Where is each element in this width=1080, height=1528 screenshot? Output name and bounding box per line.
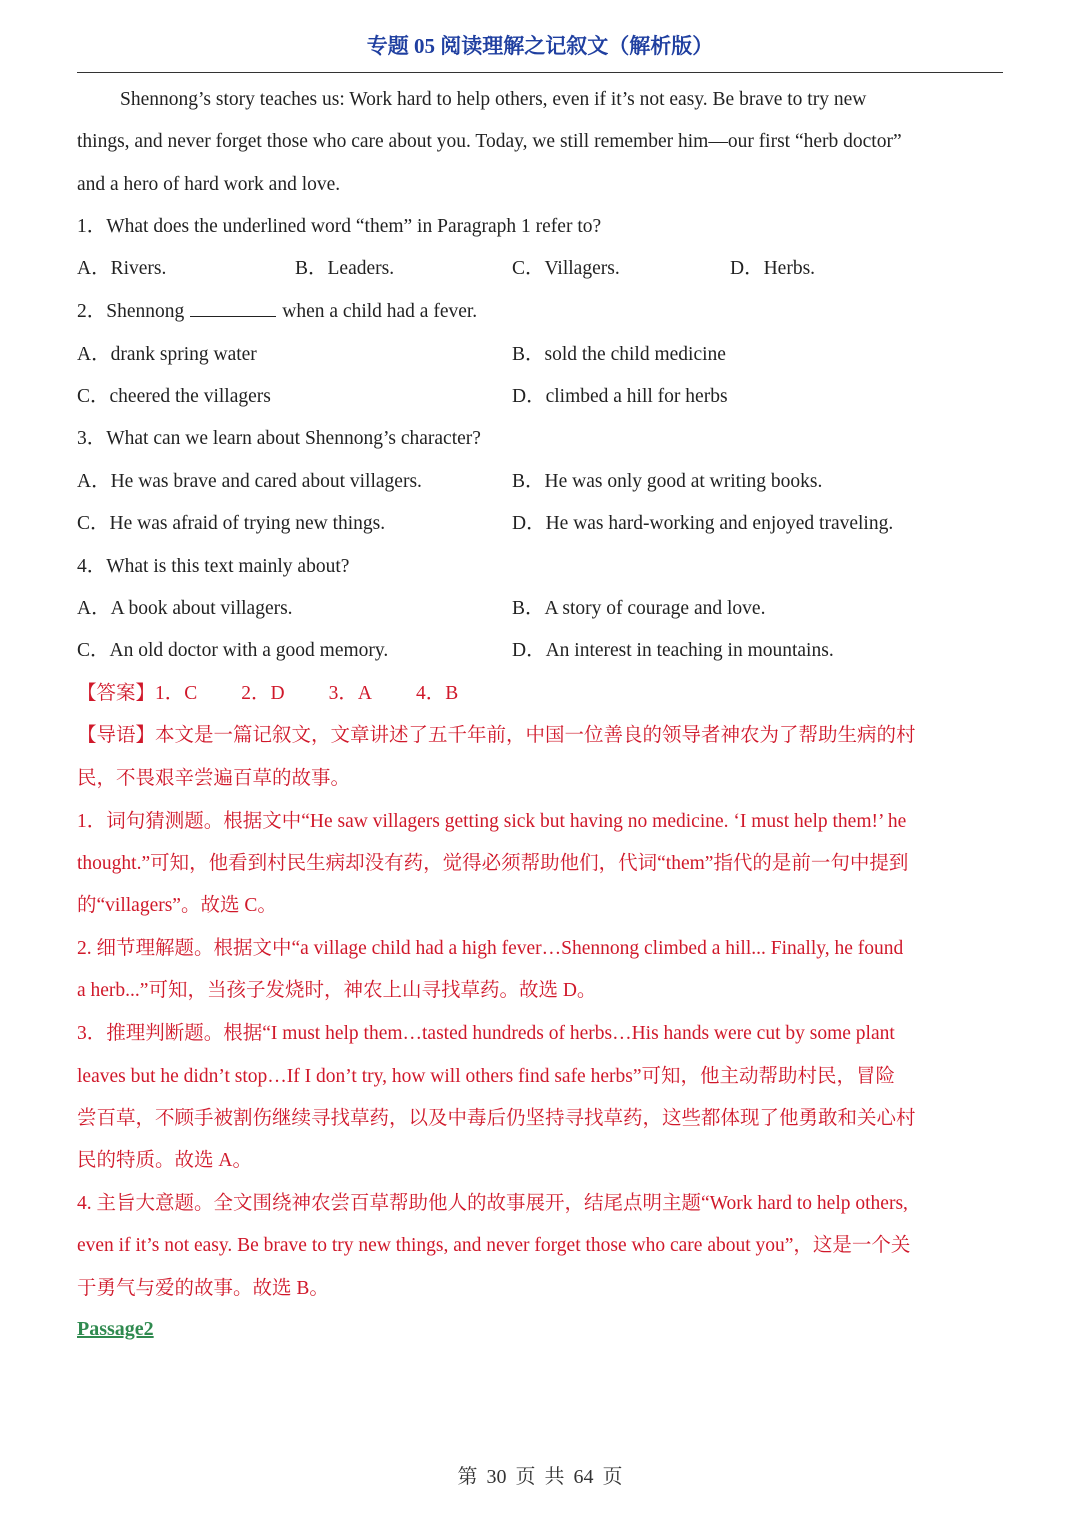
explanation-line: leaves but he didn’t stop…If I don’t try, how will others find safe herbs”可知，他主动帮助村民，冒险 xyxy=(77,1066,895,1087)
option-c: C．An old doctor with a good memory. xyxy=(77,640,389,661)
answer-blank xyxy=(190,298,276,317)
answer-item: 1．C xyxy=(155,683,198,704)
explanation-line: 4. 主旨大意题。全文围绕神农尝百草帮助他人的故事展开，结尾点明主题“Work hard to help others, xyxy=(77,1193,908,1214)
option-a: A．drank spring water xyxy=(77,344,257,365)
option-d: D．An interest in teaching in mountains. xyxy=(512,640,834,661)
explanation-line: 尝百草，不顾手被割伤继续寻找草药，以及中毒后仍坚持寻找草药，这些都体现了他勇敢和关心村 xyxy=(77,1108,916,1129)
explanation-line: 民的特质。故选 A。 xyxy=(77,1150,252,1171)
answer-label: 【答案】 xyxy=(77,683,156,704)
option-a: A．A book about villagers. xyxy=(77,598,293,619)
explanation-line: 于勇气与爱的故事。故选 B。 xyxy=(77,1278,329,1299)
answer-item: 4．B xyxy=(415,683,459,704)
option-b: B．sold the child medicine xyxy=(512,344,726,365)
explanation-line: even if it’s not easy. Be brave to try new things, and never forget those who care about you”，这是一个关 xyxy=(77,1235,911,1256)
page-title: 专题 05 阅读理解之记叙文（解析版） xyxy=(366,34,714,58)
passage-line: and a hero of hard work and love. xyxy=(77,174,341,195)
answer-line xyxy=(77,680,458,708)
explanation-line: 1．词句猜测题。根据文中“He saw villagers getting sick but having no medicine. ‘I must help them!’ he xyxy=(77,811,907,832)
option-c: C．He was afraid of trying new things. xyxy=(77,513,386,534)
passage-line: things, and never forget those who care about you. Today, we still remember him—our first “herb doctor” xyxy=(77,131,902,152)
answer-item: 3．A xyxy=(328,683,372,704)
option-b: B．He was only good at writing books. xyxy=(512,471,823,492)
explanation-line: 3．推理判断题。根据“I must help them…tasted hundreds of herbs…His hands were cut by some plant xyxy=(77,1023,895,1044)
question-stem: 4．What is this text mainly about? xyxy=(77,556,350,577)
option-b: B．Leaders. xyxy=(295,258,395,279)
option-d: D．Herbs. xyxy=(730,258,816,279)
option-a: A．He was brave and cared about villagers. xyxy=(77,471,422,492)
question-stem: 3．What can we learn about Shennong’s character? xyxy=(77,428,481,449)
explanation-line: 民，不畏艰辛尝遍百草的故事。 xyxy=(77,768,351,789)
passage-line: Shennong’s story teaches us: Work hard to help others, even if it’s not easy. Be brave to try new xyxy=(120,89,867,110)
passage2-link[interactable]: Passage2 xyxy=(77,1318,154,1340)
explanation-line: a herb...”可知，当孩子发烧时，神农上山寻找草药。故选 D。 xyxy=(77,980,597,1001)
option-b: B．A story of courage and love. xyxy=(512,598,766,619)
explanation-line: thought.”可知，他看到村民生病却没有药，觉得必须帮助他们，代词“them”指代的是前一句中提到 xyxy=(77,853,909,874)
explanation-line: 【导语】本文是一篇记叙文，文章讲述了五千年前，中国一位善良的领导者神农为了帮助生病的村 xyxy=(77,725,916,746)
explanation-line: 的“villagers”。故选 C。 xyxy=(77,895,277,916)
header-divider xyxy=(77,72,1003,73)
option-c: C．cheered the villagers xyxy=(77,386,271,407)
question-stem xyxy=(77,298,477,326)
stem-after-blank: when a child had a fever. xyxy=(282,301,478,322)
option-a: A．Rivers. xyxy=(77,258,167,279)
option-d: D．He was hard-working and enjoyed traveling. xyxy=(512,513,894,534)
page-number: 第 30 页 共 64 页 xyxy=(457,1466,623,1488)
stem-before-blank: 2．Shennong xyxy=(77,301,185,322)
answer-item: 2．D xyxy=(241,683,285,704)
option-c: C．Villagers. xyxy=(512,258,620,279)
question-stem: 1．What does the underlined word “them” in Paragraph 1 refer to? xyxy=(77,216,602,237)
explanation-line: 2. 细节理解题。根据文中“a village child had a high fever…Shennong climbed a hill... Finally, he found xyxy=(77,938,904,959)
option-d: D．climbed a hill for herbs xyxy=(512,386,728,407)
